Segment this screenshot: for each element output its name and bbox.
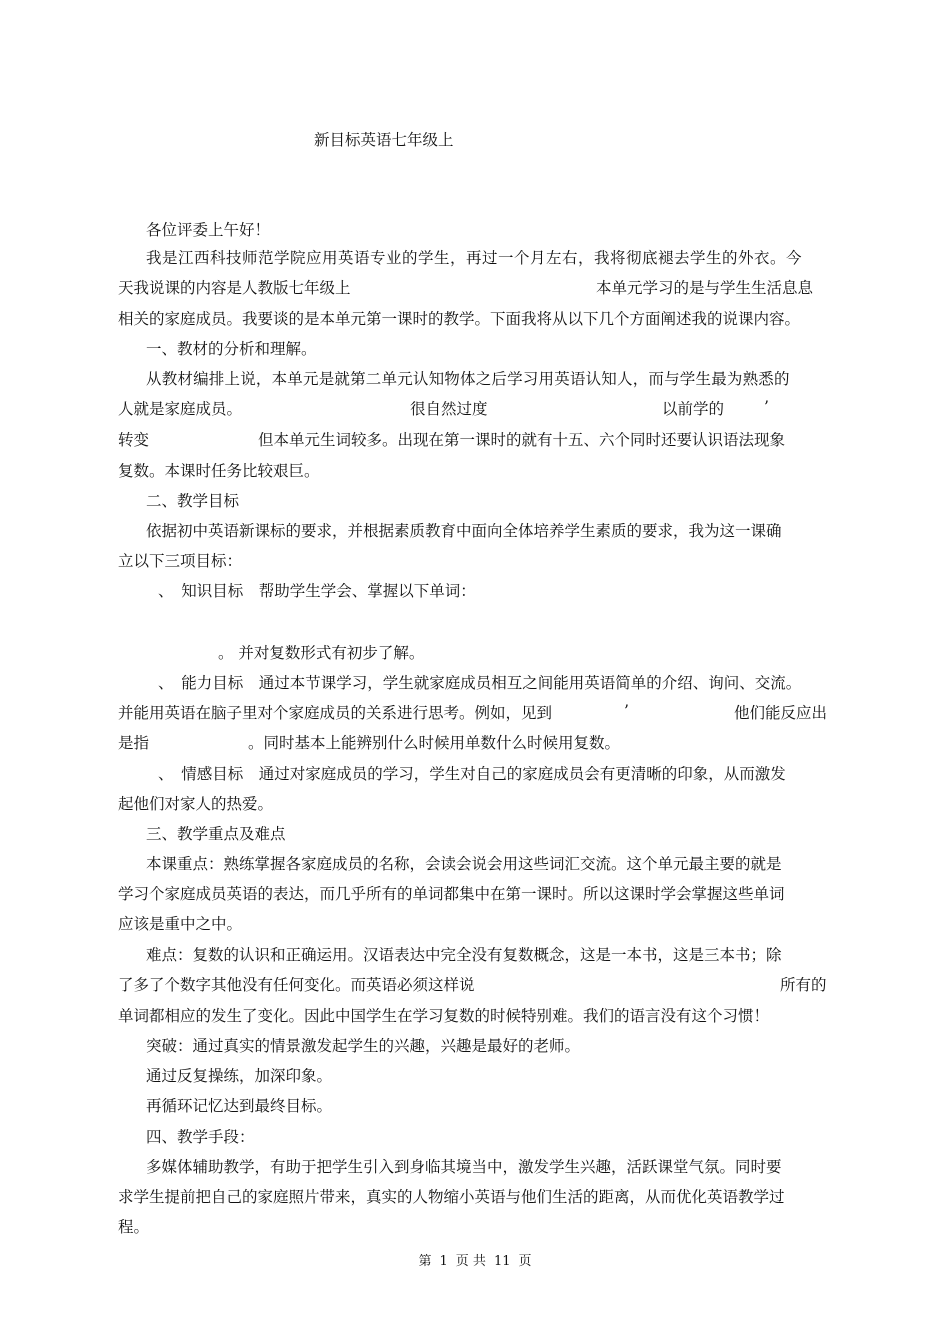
paragraph-line: 求学生提前把自己的家庭照片带来，真实的人物缩小英语与他们生活的距离，从而优化英语教学过 xyxy=(118,1188,785,1206)
paragraph-line: 人就是家庭成员。 xyxy=(118,400,243,418)
paragraph-line: 本单元学习的是与学生生活息息 xyxy=(596,279,814,297)
footer-suffix: 页 xyxy=(518,1254,532,1269)
document-title: 新目标英语七年级上 xyxy=(314,131,454,149)
apostrophe-mark: ’ xyxy=(764,398,769,416)
footer-total-pages: 11 xyxy=(493,1254,511,1269)
paragraph-line: 。同时基本上能辨别什么时候用单数什么时候用复数。 xyxy=(248,734,621,752)
paragraph-line: 再循环记忆达到最终目标。 xyxy=(146,1097,333,1115)
paragraph-line: 应该是重中之中。 xyxy=(118,915,243,933)
paragraph-line: 了多了个数字其他没有任何变化。而英语必须这样说 xyxy=(118,976,475,994)
footer-page-number: 1 xyxy=(439,1254,448,1269)
goal-knowledge-line: 、 知识目标 帮助学生学会、掌握以下单词： xyxy=(158,582,476,600)
goal-ability-line: 、 能力目标 通过本节课学习，学生就家庭成员相互之间能用英语简单的介绍、询问、交流。 xyxy=(158,674,802,692)
paragraph-line: 但本单元生词较多。出现在第一课时的就有十五、六个同时还要认识语法现象 xyxy=(258,431,786,449)
page-footer xyxy=(0,1250,950,1269)
apostrophe-mark: ’ xyxy=(624,702,629,720)
paragraph-line: 程。 xyxy=(118,1218,150,1236)
paragraph-line: 复数。本课时任务比较艰巨。 xyxy=(118,462,320,480)
paragraph-line: 通过反复操练，加深印象。 xyxy=(146,1067,333,1085)
section-heading: 四、教学手段： xyxy=(146,1128,255,1146)
goal-emotion-line: 、 情感目标 通过对家庭成员的学习，学生对自己的家庭成员会有更清晰的印象，从而激发 xyxy=(158,765,786,783)
paragraph-line: 依据初中英语新课标的要求，并根据素质教育中面向全体培养学生素质的要求，我为这一课确 xyxy=(146,522,782,540)
paragraph-line: 并能用英语在脑子里对个家庭成员的关系进行思考。例如，见到 xyxy=(118,704,553,722)
paragraph-line: 天我说课的内容是人教版七年级上 xyxy=(118,279,351,297)
paragraph-line: 他们能反应出 xyxy=(734,704,828,722)
paragraph-line: 学习个家庭成员英语的表达，而几乎所有的单词都集中在第一课时。所以这课时学会掌握这些单词 xyxy=(118,885,785,903)
footer-prefix: 第 xyxy=(418,1254,432,1269)
paragraph-line: 从教材编排上说，本单元是就第二单元认知物体之后学习用英语认知人，而与学生最为熟悉的 xyxy=(146,370,790,388)
paragraph-line: 是指 xyxy=(118,734,150,752)
paragraph-line: 立以下三项目标： xyxy=(118,552,243,570)
paragraph-line: 本课重点：熟练掌握各家庭成员的名称，会读会说会用这些词汇交流。这个单元最主要的就是 xyxy=(146,855,782,873)
paragraph-line: 转变 xyxy=(118,431,150,449)
footer-middle: 页 共 xyxy=(455,1254,486,1269)
greeting-line: 各位评委上午好！ xyxy=(146,221,271,239)
paragraph-line: 单词都相应的发生了变化。因此中国学生在学习复数的时候特别难。我们的语言没有这个习惯！ xyxy=(118,1007,770,1025)
section-heading: 二、教学目标 xyxy=(146,492,240,510)
paragraph-line: 我是江西科技师范学院应用英语专业的学生，再过一个月左右，我将彻底褪去学生的外衣。今 xyxy=(146,249,803,267)
paragraph-line: 突破：通过真实的情景激发起学生的兴趣，兴趣是最好的老师。 xyxy=(146,1037,581,1055)
paragraph-line: 多媒体辅助教学，有助于把学生引入到身临其境当中，激发学生兴趣，活跃课堂气氛。同时要 xyxy=(146,1158,782,1176)
section-heading: 三、教学重点及难点 xyxy=(146,825,286,843)
paragraph-line: 。 并对复数形式有初步了解。 xyxy=(218,644,425,662)
paragraph-line: 相关的家庭成员。我要谈的是本单元第一课时的教学。下面我将从以下几个方面阐述我的说课内容。 xyxy=(118,310,801,328)
paragraph-line: 起他们对家人的热爱。 xyxy=(118,795,274,813)
paragraph-line: 以前学的 xyxy=(662,400,725,418)
paragraph-line: 很自然过度 xyxy=(410,400,488,418)
paragraph-line: 所有的 xyxy=(780,976,827,994)
section-heading: 一、教材的分析和理解。 xyxy=(146,340,317,358)
paragraph-line: 难点：复数的认识和正确运用。汉语表达中完全没有复数概念，这是一本书，这是三本书；除 xyxy=(146,946,782,964)
